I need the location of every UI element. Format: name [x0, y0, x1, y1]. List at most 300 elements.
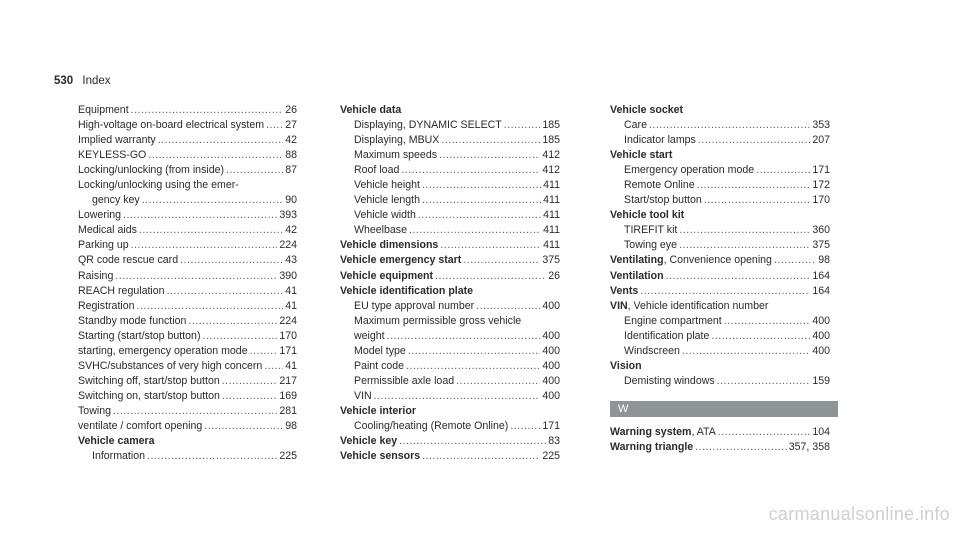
dot-leader: [202, 329, 277, 344]
index-line: [78, 449, 297, 464]
index-line: [78, 404, 297, 419]
page-ref: 217: [279, 374, 297, 387]
entry-text: Wheelbase: [354, 224, 407, 237]
index-entry: [78, 359, 297, 374]
dot-leader: [774, 253, 816, 268]
entry-text: Demisting windows: [624, 374, 715, 387]
page-ref: 400: [542, 359, 560, 372]
entry-text: starting, emergency operation mode: [78, 344, 248, 357]
entry-text: [78, 434, 155, 449]
entry-keyword: Vehicle socket: [610, 104, 684, 116]
index-line: [340, 314, 560, 329]
index-entry: [340, 404, 560, 434]
index-heading: [610, 359, 830, 374]
index-entry: [610, 359, 830, 389]
index-entry: [78, 253, 297, 268]
dot-leader: [226, 163, 283, 178]
index-line: [340, 329, 560, 344]
dot-leader: [649, 118, 810, 133]
entry-keyword: Vehicle key: [340, 435, 398, 448]
page-ref: 172: [812, 179, 830, 192]
dot-leader: [399, 434, 546, 449]
watermark-logo: carmanualsonline.info: [768, 504, 950, 524]
entry-text: [610, 269, 664, 284]
entry-text: [610, 148, 672, 163]
dot-leader: [463, 253, 540, 268]
index-line: [78, 178, 297, 193]
entry-text: Indicator lamps: [624, 134, 696, 147]
entry-text: Warning system, ATA: [610, 425, 716, 438]
entry-text: Vehicle height: [354, 179, 420, 192]
dot-leader: [718, 425, 811, 440]
entry-text: Locking/unlocking (from inside): [78, 164, 225, 177]
entry-text: EU type approval number: [354, 299, 475, 312]
dot-leader: [679, 223, 810, 238]
dot-leader: [131, 103, 284, 118]
entry-keyword: Vehicle equipment: [340, 269, 434, 282]
index-line: [610, 133, 830, 148]
dot-leader: [441, 133, 540, 148]
dot-leader: [264, 359, 283, 374]
entry-text: Emergency operation mode: [624, 164, 755, 177]
entry-text: Displaying, DYNAMIC SELECT: [354, 119, 502, 132]
index-entry: [78, 223, 297, 238]
entry-text: Maximum permissible gross vehicle: [354, 314, 522, 327]
entry-text: Locking/unlocking using the emer-: [78, 179, 239, 192]
dot-leader: [222, 389, 277, 404]
index-line: [78, 389, 297, 404]
dot-leader: [142, 193, 284, 208]
page-ref: 225: [279, 450, 297, 463]
index-line: [78, 193, 297, 208]
entry-text: Raising: [78, 269, 114, 282]
page-ref: 400: [542, 299, 560, 312]
dot-leader: [640, 284, 810, 299]
page-ref: 411: [543, 224, 560, 237]
dot-leader: [137, 299, 284, 314]
dot-leader: [456, 374, 540, 389]
index-entry: [78, 374, 297, 389]
page-header: [54, 75, 111, 87]
entry-keyword: Vents: [610, 284, 639, 297]
index-entry: [78, 133, 297, 148]
page-ref: 400: [542, 344, 560, 357]
index-line: [340, 163, 560, 178]
entry-keyword: Ventilation: [610, 269, 664, 282]
entry-keyword: Vehicle tool kit: [610, 209, 685, 222]
dot-leader: [756, 163, 810, 178]
entry-text: Engine compartment: [624, 314, 722, 327]
page-ref: 411: [543, 239, 560, 252]
index-entry: [78, 148, 297, 163]
index-entry: [610, 284, 830, 299]
dot-leader: [148, 148, 283, 163]
entry-text: [340, 404, 416, 419]
entry-text: [610, 103, 683, 118]
entry-text: Model type: [354, 344, 406, 357]
dot-leader: [113, 404, 277, 419]
entry-text: SVHC/substances of very high concern: [78, 359, 263, 372]
section-title: Index: [82, 75, 111, 87]
index-line: [78, 314, 297, 329]
dot-leader: [717, 374, 811, 389]
index-line: [610, 238, 830, 253]
index-line: [610, 440, 830, 455]
page-ref: 87: [285, 164, 297, 177]
dot-leader: [439, 148, 540, 163]
index-line: [610, 329, 830, 344]
page-ref: 360: [812, 224, 830, 237]
index-heading: [610, 208, 830, 223]
page-ref: 171: [542, 419, 560, 432]
index-column-2: [340, 103, 560, 464]
entry-text: [610, 208, 684, 223]
entry-keyword: Vehicle dimensions: [340, 239, 439, 252]
index-line: [78, 374, 297, 389]
entry-text: Cooling/heating (Remote Online): [354, 419, 509, 432]
entry-text: [340, 434, 397, 449]
page-ref: 26: [548, 269, 560, 282]
index-line: [610, 374, 830, 389]
page-ref: 281: [279, 404, 297, 417]
dot-leader: [697, 178, 811, 193]
entry-text: [340, 449, 420, 464]
page-ref: 400: [542, 374, 560, 387]
page-ref: 400: [542, 389, 560, 402]
page-ref: 353: [812, 119, 830, 132]
index-entry: [78, 314, 297, 329]
index-entry: [78, 389, 297, 404]
index-line: [610, 178, 830, 193]
index-entry: [610, 425, 830, 440]
index-line: [78, 208, 297, 223]
index-line: [78, 103, 297, 118]
index-line: [610, 118, 830, 133]
index-entry: [78, 419, 297, 434]
index-line: [610, 163, 830, 178]
index-line: [78, 253, 297, 268]
entry-keyword: Ventilating: [610, 254, 664, 267]
index-entry: [610, 299, 830, 359]
page-ref: 41: [285, 299, 297, 312]
entry-text: VIN, Vehicle identification number: [610, 299, 769, 312]
index-entry: [610, 103, 830, 148]
entry-text: Switching on, start/stop button: [78, 389, 220, 402]
index-entry: [78, 434, 297, 464]
index-entry: [610, 440, 830, 455]
letter-divider: W: [610, 401, 838, 417]
index-line: [78, 133, 297, 148]
entry-text: [610, 440, 693, 455]
page-ref: 26: [285, 104, 297, 116]
page-ref: 43: [285, 254, 297, 267]
entry-text: Switching off, start/stop button: [78, 374, 220, 387]
index-line: [78, 118, 297, 133]
index-entry: [340, 269, 560, 284]
index-line: [340, 419, 560, 434]
dot-leader: [131, 238, 278, 253]
index-line: [340, 133, 560, 148]
page-ref: 400: [812, 344, 830, 357]
entry-text: Implied warranty: [78, 134, 156, 147]
page-ref: 42: [285, 134, 297, 147]
page-ref: 375: [542, 254, 560, 267]
index-line: [340, 434, 560, 449]
entry-text: [610, 284, 638, 299]
index-line: [340, 208, 560, 223]
dot-leader: [422, 193, 541, 208]
entry-keyword: Vehicle data: [340, 104, 402, 116]
page-ref: 412: [542, 149, 560, 162]
page-ref: 98: [818, 254, 830, 267]
entry-text: Roof load: [354, 164, 400, 177]
index-entry: [340, 449, 560, 464]
entry-text: Maximum speeds: [354, 149, 438, 162]
index-line: [78, 238, 297, 253]
entry-text: Towing: [78, 404, 111, 417]
index-entry: [78, 118, 297, 133]
dot-leader: [409, 223, 541, 238]
dot-leader: [188, 314, 277, 329]
dot-leader: [147, 449, 277, 464]
index-entry: [610, 253, 830, 268]
page-ref: 400: [542, 329, 560, 342]
dot-leader: [679, 238, 810, 253]
page-ref: 27: [285, 119, 297, 132]
entry-text: Care: [624, 119, 647, 132]
entry-keyword: Vehicle sensors: [340, 450, 421, 463]
entry-text: ventilate / comfort opening: [78, 419, 203, 432]
dot-leader: [406, 359, 540, 374]
dot-leader: [666, 269, 811, 284]
entry-text: Permissible axle load: [354, 374, 455, 387]
page-ref: 104: [812, 425, 830, 438]
page-ref: 169: [279, 389, 297, 402]
entry-keyword: Vehicle emergency start: [340, 254, 462, 267]
page-ref: 400: [812, 314, 830, 327]
dot-leader: [167, 284, 284, 299]
dot-leader: [180, 253, 283, 268]
dot-leader: [408, 344, 540, 359]
index-line: [78, 299, 297, 314]
index-line: [340, 253, 560, 268]
entry-text: High-voltage on-board electrical system: [78, 119, 265, 132]
dot-leader: [266, 118, 283, 133]
index-line: [340, 449, 560, 464]
index-line: [610, 299, 830, 314]
index-line: [610, 344, 830, 359]
index-line: [78, 148, 297, 163]
index-entry: [78, 208, 297, 223]
index-line: [340, 118, 560, 133]
index-entry: [340, 434, 560, 449]
index-line: [610, 253, 830, 268]
page-ref: 185: [542, 134, 560, 147]
page-ref: 357, 358: [788, 440, 830, 453]
index-line: [610, 425, 830, 440]
entry-text: KEYLESS-GO: [78, 149, 147, 162]
index-line: [340, 238, 560, 253]
index-heading: [610, 148, 830, 163]
entry-keyword: Vehicle interior: [340, 404, 416, 417]
entry-text: VIN: [354, 389, 372, 402]
entry-text: Identification plate: [624, 329, 710, 342]
page-ref: 170: [279, 329, 297, 342]
page-ref: 171: [279, 344, 297, 357]
index-line: [340, 193, 560, 208]
index-line: [78, 344, 297, 359]
dot-leader: [724, 314, 811, 329]
dot-leader: [682, 344, 810, 359]
index-entry: [340, 103, 560, 238]
page-number: 530: [54, 75, 74, 87]
entry-text: Equipment: [78, 104, 129, 116]
page-ref: 390: [279, 269, 297, 282]
dot-leader: [418, 208, 541, 223]
entry-text: Displaying, MBUX: [354, 134, 440, 147]
entry-text: Paint code: [354, 359, 405, 372]
page-ref: 225: [542, 450, 560, 463]
entry-text: Windscreen: [624, 344, 680, 357]
entry-text: REACH regulation: [78, 284, 165, 297]
page-ref: 41: [285, 359, 297, 372]
page-ref: 88: [285, 149, 297, 162]
index-entry: [78, 103, 297, 118]
entry-text: Standby mode function: [78, 314, 187, 327]
dot-leader: [387, 329, 541, 344]
page-ref: 41: [285, 284, 297, 297]
dot-leader: [250, 344, 278, 359]
entry-text: weight: [354, 329, 385, 342]
index-line: [610, 193, 830, 208]
index-entry: [78, 163, 297, 178]
index-line: [78, 359, 297, 374]
page-ref: 393: [279, 209, 297, 222]
page-ref: 90: [285, 194, 297, 207]
page-ref: 412: [542, 164, 560, 177]
index-line: [78, 163, 297, 178]
page-ref: 400: [812, 329, 830, 342]
entry-text: Ventilating, Convenience opening: [610, 254, 772, 267]
dot-leader: [476, 299, 540, 314]
entry-keyword: Vehicle start: [610, 149, 673, 162]
index-line: [340, 223, 560, 238]
entry-text: gency key: [92, 194, 140, 207]
index-heading: [78, 434, 297, 449]
index-entry: [340, 238, 560, 253]
page-ref: 185: [542, 119, 560, 132]
index-entry: [340, 284, 560, 404]
entry-text: Starting (start/stop button): [78, 329, 201, 342]
dot-leader: [158, 133, 283, 148]
entry-text: Parking up: [78, 239, 129, 252]
index-line: [610, 284, 830, 299]
index-line: [78, 419, 297, 434]
dot-leader: [422, 178, 541, 193]
index-column-3: [610, 103, 830, 455]
index-heading: [340, 284, 560, 299]
dot-leader: [711, 329, 810, 344]
dot-leader: [115, 269, 277, 284]
entry-text: [340, 284, 473, 299]
index-entry: [78, 284, 297, 299]
index-line: [340, 359, 560, 374]
dot-leader: [704, 193, 811, 208]
page-ref: 411: [543, 209, 560, 222]
index-line: [610, 314, 830, 329]
entry-text: QR code rescue card: [78, 254, 179, 267]
index-line: [340, 269, 560, 284]
page-ref: 164: [812, 284, 830, 297]
entry-text: Towing eye: [624, 239, 677, 252]
dot-leader: [504, 118, 541, 133]
entry-keyword: Vision: [610, 359, 642, 372]
entry-text: Medical aids: [78, 224, 137, 237]
index-entry: [78, 404, 297, 419]
index-entry: [610, 208, 830, 253]
entry-text: [340, 238, 438, 253]
dot-leader: [139, 223, 283, 238]
entry-keyword: VIN: [610, 299, 628, 312]
index-line: [340, 178, 560, 193]
entry-text: Lowering: [78, 209, 121, 222]
dot-leader: [435, 269, 546, 284]
page-ref: 159: [812, 374, 830, 387]
entry-text: Remote Online: [624, 179, 695, 192]
index-line: [340, 344, 560, 359]
dot-leader: [422, 449, 540, 464]
index-entry: [78, 238, 297, 253]
index-entry: [78, 269, 297, 284]
entry-text: Vehicle width: [354, 209, 416, 222]
index-line: [78, 329, 297, 344]
entry-text: Vehicle length: [354, 194, 420, 207]
index-line: [78, 269, 297, 284]
index-line: [610, 269, 830, 284]
index-line: [340, 374, 560, 389]
index-heading: [340, 103, 560, 118]
index-entry: [340, 253, 560, 268]
page-ref: 224: [279, 239, 297, 252]
entry-text: TIREFIT kit: [624, 224, 678, 237]
page-ref: 171: [812, 164, 830, 177]
dot-leader: [401, 163, 540, 178]
entry-text: Information: [92, 450, 145, 463]
entry-text: Start/stop button: [624, 194, 702, 207]
dot-leader: [222, 374, 278, 389]
dot-leader: [440, 238, 541, 253]
index-entry: [610, 269, 830, 284]
entry-keyword: Warning system: [610, 425, 692, 438]
dot-leader: [698, 133, 810, 148]
index-line: [340, 299, 560, 314]
index-line: [340, 148, 560, 163]
index-line: [78, 284, 297, 299]
page-ref: 170: [812, 194, 830, 207]
entry-text: Registration: [78, 299, 135, 312]
entry-keyword: Warning triangle: [610, 440, 694, 453]
entry-text: [340, 253, 461, 268]
index-entry: [78, 178, 297, 208]
index-line: [610, 223, 830, 238]
page-ref: 411: [543, 194, 560, 207]
entry-keyword: Vehicle identification plate: [340, 284, 474, 297]
index-entry: [610, 148, 830, 208]
page-ref: 207: [812, 134, 830, 147]
index-line: [340, 389, 560, 404]
index-line: [78, 223, 297, 238]
dot-leader: [374, 389, 541, 404]
